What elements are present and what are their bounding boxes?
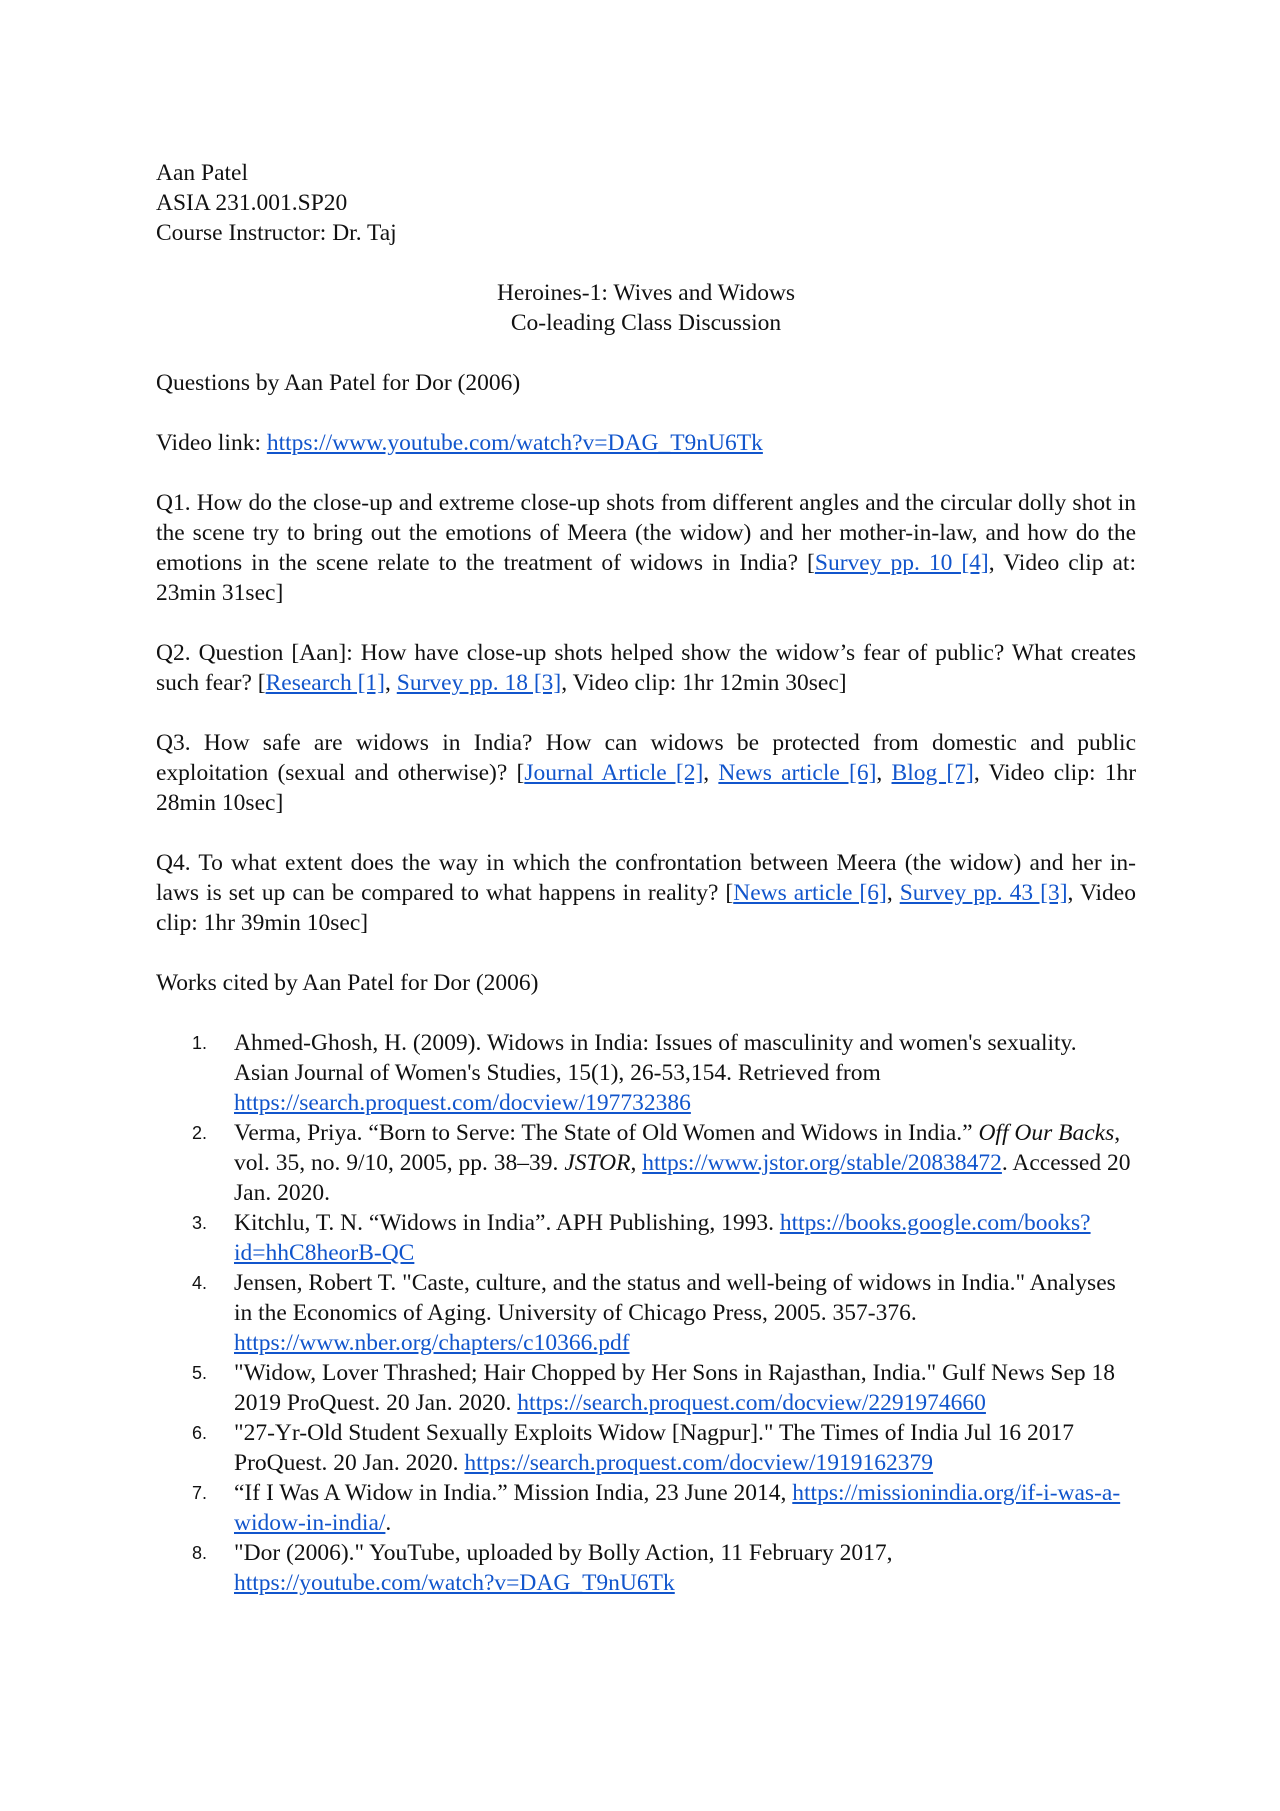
- question-2-separator: ,: [385, 670, 397, 696]
- reference-text: “If I Was A Widow in India.” Mission India, 23 June 2014,: [234, 1480, 793, 1506]
- reference-number: 1.: [192, 1033, 208, 1053]
- question-4-tail: , Video clip: 1hr 39min 10sec]: [156, 880, 1136, 936]
- reference-item: [192, 1118, 1136, 1208]
- q2-survey-link[interactable]: Survey pp. 18 [3]: [396, 670, 562, 696]
- video-link-line: [156, 428, 1136, 458]
- video-link-label: Video link:: [156, 430, 267, 456]
- reference-database-title: JSTOR: [564, 1150, 631, 1176]
- reference-text: Kitchlu, T. N. “Widows in India”. APH Publishing, 1993.: [234, 1210, 780, 1236]
- reference-number: 3.: [192, 1213, 208, 1233]
- reference-text: Jensen, Robert T. "Caste, culture, and the status and well-being of widows in India." Analyses in the Economics of Aging. University of Chicago Press, 2005. 357-376.: [234, 1270, 1116, 1326]
- reference-journal-title: Off Our Backs: [978, 1120, 1115, 1146]
- reference-text: Verma, Priya. “Born to Serve: The State of Old Women and Widows in India.”: [234, 1120, 979, 1146]
- question-3-text: Q3. How safe are widows in India? How can widows be protected from domestic and public exploitation (sexual and otherwise)? [: [156, 730, 1136, 786]
- reference-number: 2.: [192, 1123, 208, 1143]
- course-instructor: Course Instructor: Dr. Taj: [156, 220, 397, 246]
- reference-number: 7.: [192, 1483, 208, 1503]
- reference-item: [192, 1478, 1136, 1538]
- q3-blog-link[interactable]: Blog [7]: [891, 760, 974, 786]
- reference-number: 4.: [192, 1273, 208, 1293]
- works-cited-heading: Works cited by Aan Patel for Dor (2006): [156, 970, 539, 996]
- reference-link[interactable]: https://search.proquest.com/docview/1919162379: [464, 1450, 934, 1476]
- reference-link[interactable]: https://youtube.com/watch?v=DAG_T9nU6Tk: [234, 1570, 675, 1596]
- reference-text: "Widow, Lover Thrashed; Hair Chopped by Her Sons in Rajasthan, India." Gulf News Sep 18 2019 ProQuest. 20 Jan. 2020.: [234, 1360, 1116, 1416]
- q1-survey-link[interactable]: Survey pp. 10 [4]: [814, 550, 989, 576]
- question-4-separator: ,: [886, 880, 900, 906]
- reference-tail: .: [385, 1510, 392, 1536]
- reference-text: , vol. 35, no. 9/10, 2005, pp. 38–39.: [234, 1120, 1121, 1176]
- reference-number: 8.: [192, 1543, 208, 1563]
- reference-text: "27-Yr-Old Student Sexually Exploits Widow [Nagpur]." The Times of India Jul 16 2017 ProQuest. 20 Jan. 2020.: [234, 1420, 1074, 1476]
- question-1: [156, 488, 1136, 608]
- reference-link[interactable]: https://www.jstor.org/stable/20838472: [642, 1150, 1002, 1176]
- question-2-tail: , Video clip: 1hr 12min 30sec]: [561, 670, 847, 696]
- reference-link[interactable]: https://www.nber.org/chapters/c10366.pdf: [234, 1330, 630, 1356]
- references-list: [156, 1028, 1136, 1598]
- reference-item: [192, 1208, 1136, 1268]
- reference-text: "Dor (2006)." YouTube, uploaded by Bolly Action, 11 February 2017,: [234, 1540, 893, 1566]
- q3-news-link[interactable]: News article [6]: [718, 760, 877, 786]
- question-4: [156, 848, 1136, 938]
- q4-survey-link[interactable]: Survey pp. 43 [3]: [899, 880, 1068, 906]
- author-name: Aan Patel: [156, 160, 249, 186]
- reference-link[interactable]: https://books.google.com/books?id=hhC8heorB-QC: [234, 1210, 1091, 1266]
- reference-item: [192, 1358, 1136, 1418]
- reference-link[interactable]: https://search.proquest.com/docview/197732386: [234, 1090, 691, 1116]
- question-4-text: Q4. To what extent does the way in which the confrontation between Meera (the widow) and her in-laws is set up can be compared to what happens in reality? [: [156, 850, 1136, 906]
- reference-text: Ahmed-Ghosh, H. (2009). Widows in India: Issues of masculinity and women's sexuality. Asian Journal of Women's Studies, 15(1), 26-53,154. Retrieved from: [234, 1030, 1077, 1086]
- reference-tail: . Accessed 20 Jan. 2020.: [234, 1150, 1131, 1206]
- reference-link[interactable]: https://search.proquest.com/docview/2291974660: [517, 1390, 986, 1416]
- q3-journal-link[interactable]: Journal Article [2]: [524, 760, 704, 786]
- questions-heading: Questions by Aan Patel for Dor (2006): [156, 370, 521, 396]
- question-3-tail: , Video clip: 1hr 28min 10sec]: [156, 760, 1137, 816]
- reference-item: [192, 1028, 1136, 1118]
- reference-text: ,: [630, 1150, 643, 1176]
- question-3-separator-1: ,: [703, 760, 719, 786]
- document-title: Heroines-1: Wives and Widows: [496, 280, 796, 306]
- reference-number: 5.: [192, 1363, 208, 1383]
- reference-link[interactable]: https://missionindia.org/if-i-was-a-widow-in-india/: [234, 1480, 1121, 1536]
- question-2: [156, 638, 1136, 698]
- reference-item: [192, 1538, 1136, 1598]
- q2-research-link[interactable]: Research [1]: [265, 670, 386, 696]
- reference-item: [192, 1418, 1136, 1478]
- document-subtitle: Co-leading Class Discussion: [510, 310, 782, 336]
- course-code: ASIA 231.001.SP20: [156, 190, 348, 216]
- q4-news-link[interactable]: News article [6]: [733, 880, 887, 906]
- question-1-tail: , Video clip at: 23min 31sec]: [156, 550, 1136, 606]
- question-3: [156, 728, 1136, 818]
- question-3-separator-2: ,: [876, 760, 892, 786]
- video-link[interactable]: https://www.youtube.com/watch?v=DAG_T9nU6Tk: [266, 430, 763, 456]
- document-page: [156, 158, 1136, 1598]
- reference-item: [192, 1268, 1136, 1358]
- question-2-text: Q2. Question [Aan]: How have close-up shots helped show the widow’s fear of public? What creates such fear? [: [156, 640, 1136, 696]
- reference-number: 6.: [192, 1423, 208, 1443]
- question-1-text: Q1. How do the close-up and extreme close-up shots from different angles and the circular dolly shot in the scene try to bring out the emotions of Meera (the widow) and her mother-in-law, and how do the emotions in the scene relate to the treatment of widows in India? [: [156, 490, 1136, 576]
